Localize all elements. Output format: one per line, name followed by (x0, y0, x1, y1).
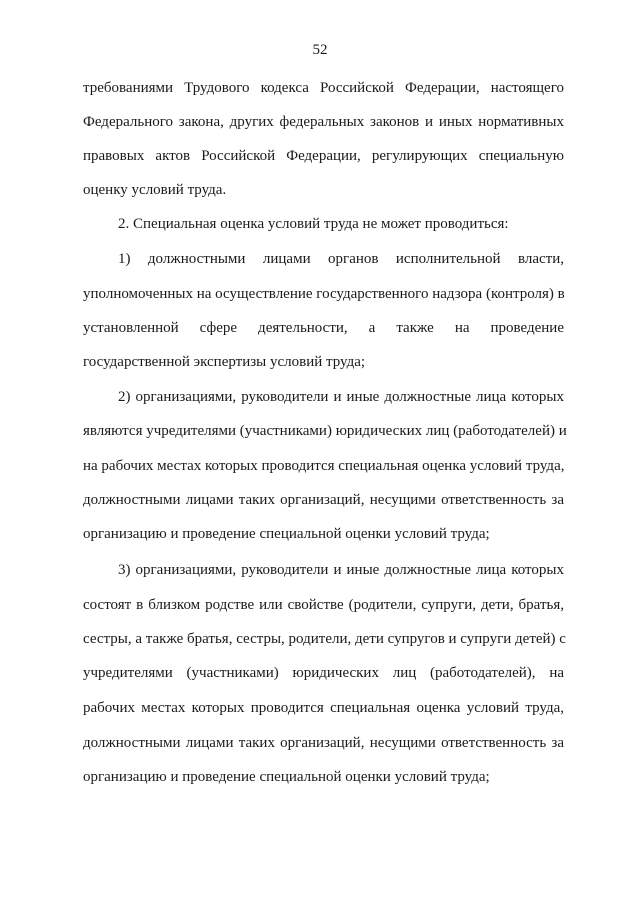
text-line: состоят в близком родстве или свойстве (родители, супруги, дети, братья, (83, 597, 564, 613)
text-line: оценку условий труда. (83, 182, 227, 198)
text-line: на рабочих местах которых проводится специальная оценка условий труда, (83, 458, 565, 474)
text-line: должностными лицами таких организаций, несущими ответственность за (83, 492, 564, 508)
paragraph-heading: 2. Специальная оценка условий труда не может проводиться: (118, 216, 509, 232)
text-line: сестры, а также братья, сестры, родители, дети супругов и супруги детей) с (83, 631, 566, 647)
text-line: Федерального закона, других федеральных законов и иных нормативных (83, 114, 564, 130)
text-line: должностными лицами таких организаций, несущими ответственность за (83, 735, 564, 751)
text-line: установленной сфере деятельности, а также на проведение (83, 320, 564, 336)
text-line: учредителями (участниками) юридических лиц (работодателей), на (83, 665, 564, 681)
text-line: организацию и проведение специальной оценки условий труда; (83, 526, 490, 542)
page-number: 52 (312, 42, 328, 58)
text-line: государственной экспертизы условий труда; (83, 354, 366, 370)
text-line: 2) организациями, руководители и иные должностные лица которых (118, 389, 564, 405)
text-line: организацию и проведение специальной оценки условий труда; (83, 769, 490, 785)
text-line: правовых актов Российской Федерации, регулирующих специальную (83, 148, 564, 164)
text-line: требованиями Трудового кодекса Российской Федерации, настоящего (83, 80, 564, 96)
text-line: являются учредителями (участниками) юридических лиц (работодателей) и (83, 423, 567, 439)
text-line: рабочих местах которых проводится специальная оценка условий труда, (83, 700, 564, 716)
text-line: уполномоченных на осуществление государственного надзора (контроля) в (83, 286, 565, 302)
text-line: 3) организациями, руководители и иные должностные лица которых (118, 562, 564, 578)
text-line: 1) должностными лицами органов исполнительной власти, (118, 251, 564, 267)
